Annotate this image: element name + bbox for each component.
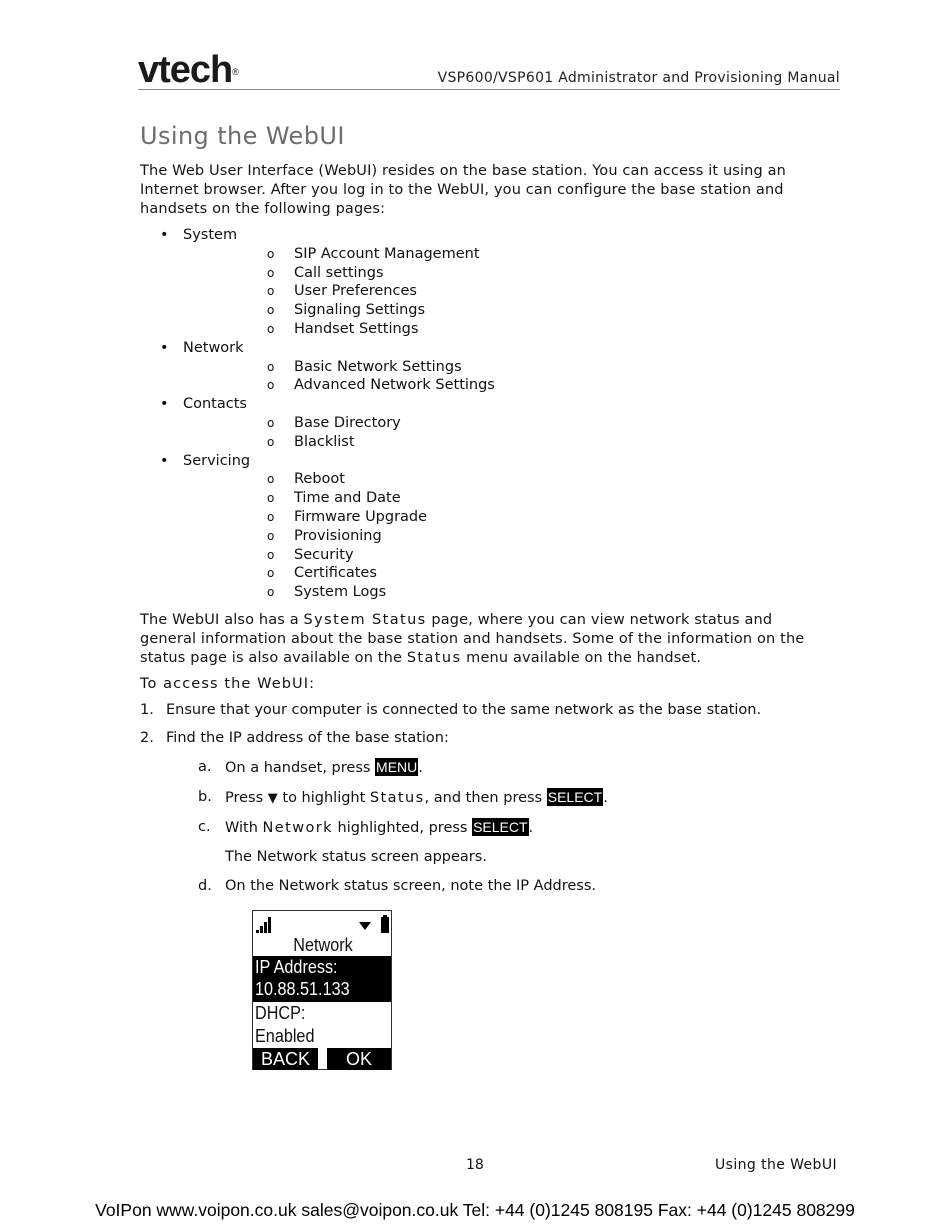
- main-content: [140, 122, 820, 906]
- circle-bullet-icon: o: [267, 434, 275, 449]
- circle-bullet-icon: o: [267, 265, 275, 280]
- contact-footer: VoIPon www.voipon.co.uk sales@voipon.co.uk Tel: +44 (0)1245 808195 Fax: +44 (0)1245 808299: [95, 1200, 855, 1220]
- bullet-icon: •: [160, 339, 169, 356]
- scroll-down-icon: [359, 922, 371, 930]
- circle-bullet-icon: o: [267, 509, 275, 524]
- circle-bullet-icon: o: [267, 472, 275, 487]
- circle-bullet-icon: o: [267, 491, 275, 506]
- footer-section-title: Using the WebUI: [715, 1157, 837, 1173]
- list-item: o Time and Date: [267, 490, 401, 507]
- substep-c: c. With Network highlighted, press SELECT.: [198, 818, 534, 836]
- circle-bullet-icon: o: [267, 415, 275, 430]
- list-item: o Advanced Network Settings: [267, 377, 495, 394]
- circle-bullet-icon: o: [267, 585, 275, 600]
- screen-title: Network: [293, 935, 353, 955]
- list-item: o Firmware Upgrade: [267, 508, 428, 525]
- list-item: o User Preferences: [267, 283, 417, 300]
- intro-paragraph: The Web User Interface (WebUI) resides on the base station. You can access it using an Internet browser. After you log in to the WebUI, you can configure the base station and handsets on the following pages:: [140, 163, 787, 217]
- handset-network-screen: [252, 910, 392, 1070]
- list-item: o Blacklist: [267, 433, 355, 450]
- list-item: o SIP Account Management: [267, 245, 480, 262]
- list-item: o Certificates: [267, 565, 377, 582]
- highlighted-ip-row: [253, 956, 391, 1002]
- list-item: o System Logs: [267, 584, 387, 601]
- list-item: o Signaling Settings: [267, 302, 426, 319]
- step-2: 2. Find the IP address of the base station: a. On a handset, press MENU. b. Press ▼ to highlight Status, and then press SELECT. c. With Network highlighted, press SELECT. The Network status screen appears. d. On the Network status screen, note the IP Address.: [140, 729, 820, 896]
- page-number: 18: [466, 1157, 484, 1173]
- list-item: o Security: [267, 546, 354, 563]
- circle-bullet-icon: o: [267, 303, 275, 318]
- circle-bullet-icon: o: [267, 284, 275, 299]
- list-item: o Call settings: [267, 264, 384, 281]
- select-key-label: SELECT: [473, 818, 528, 835]
- circle-bullet-icon: o: [267, 378, 275, 393]
- substep-d: d. On the Network status screen, note the IP Address.: [198, 877, 597, 894]
- circle-bullet-icon: o: [267, 246, 275, 261]
- bullet-icon: •: [160, 227, 169, 243]
- signal-strength-icon: [256, 915, 274, 933]
- substeps-list: [140, 758, 820, 896]
- section-title: Using the WebUI: [140, 122, 345, 150]
- dhcp-value: Enabled: [255, 1026, 315, 1046]
- ip-label: IP Address:: [255, 957, 338, 977]
- substep-c-note: The Network status screen appears.: [225, 848, 487, 865]
- webui-pages-list: [140, 226, 820, 602]
- list-item: o Provisioning: [267, 527, 382, 544]
- manual-title: VSP600/VSP601 Administrator and Provisioning Manual: [437, 70, 840, 86]
- circle-bullet-icon: o: [267, 566, 275, 581]
- bullet-icon: •: [160, 396, 169, 413]
- list-item-network: • Network o Basic Network Settings o Advanced Network Settings: [140, 339, 820, 395]
- page-header: [138, 49, 840, 91]
- status-paragraph: The WebUI also has a System Status page, where you can view network status and general information about the base station and handsets. Some of the information on the status page is also available on the Status menu available on the handset.: [140, 611, 805, 666]
- bullet-icon: •: [160, 452, 169, 469]
- dhcp-label: DHCP:: [255, 1003, 306, 1023]
- list-item: o Handset Settings: [267, 320, 419, 337]
- menu-key-label: MENU: [376, 758, 418, 775]
- list-item: o Reboot: [267, 471, 345, 488]
- vtech-logo: vtech®: [138, 49, 238, 91]
- substep-a: a. On a handset, press MENU.: [198, 758, 423, 776]
- back-softkey: BACK: [253, 1048, 318, 1070]
- ok-softkey: OK: [327, 1048, 391, 1070]
- step-1: 1. Ensure that your computer is connected to the same network as the base station.: [140, 701, 762, 718]
- circle-bullet-icon: o: [267, 359, 275, 374]
- circle-bullet-icon: o: [267, 547, 275, 562]
- down-arrow-icon: ▼: [267, 790, 278, 806]
- battery-icon: [381, 917, 389, 933]
- list-item-system: • System o SIP Account Management o Call settings o User Preferences o Signaling Settings o Handset Settings: [140, 226, 820, 339]
- substep-b: b. Press ▼ to highlight Status, and then press SELECT.: [198, 788, 608, 806]
- list-item-servicing: • Servicing o Reboot o Time and Date o Firmware Upgrade o Provisioning o Security o Certificates o System Logs: [140, 452, 820, 602]
- list-item: o Basic Network Settings: [267, 358, 462, 375]
- access-heading: To access the WebUI:: [140, 675, 316, 692]
- select-key-label: SELECT: [547, 788, 603, 805]
- ip-value: 10.88.51.133: [255, 979, 350, 999]
- steps-list: [140, 701, 820, 896]
- list-item-contacts: • Contacts o Base Directory o Blacklist: [140, 395, 820, 451]
- circle-bullet-icon: o: [267, 528, 275, 543]
- list-item: o Base Directory: [267, 414, 401, 431]
- circle-bullet-icon: o: [267, 321, 275, 336]
